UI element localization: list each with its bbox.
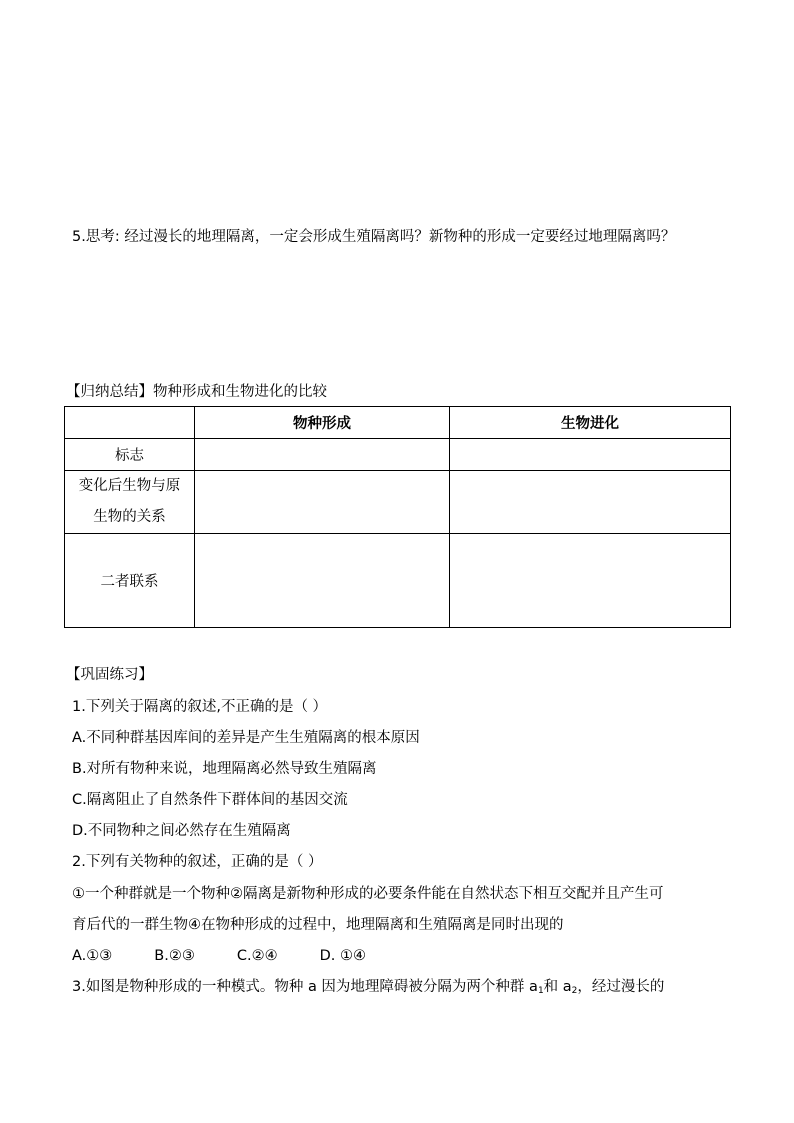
q1-option-d: D.不同物种之间必然存在生殖隔离	[72, 823, 291, 839]
subscript: 2	[571, 986, 578, 996]
q1-stem: 1.下列关于隔离的叙述,不正确的是（ ）	[72, 699, 328, 715]
q2-option-a: A.①③	[72, 948, 113, 964]
table-row	[65, 439, 731, 471]
table-cell	[195, 534, 450, 628]
table-cell	[450, 534, 731, 628]
q2-line-1: ①一个种群就是一个物种②隔离是新物种形成的必要条件能在自然状态下相互交配并且产生可	[72, 886, 664, 902]
q1-option-c: C.隔离阻止了自然条件下群体间的基因交流	[72, 792, 348, 808]
q3-text-part: 3.如图是物种形成的一种模式。物种 a 因为地理障碍被分隔为两个种群 a	[72, 979, 538, 995]
q1-option-b: B.对所有物种来说，地理隔离必然导致生殖隔离	[72, 761, 377, 777]
row-label-line: 生物的关系	[93, 509, 166, 525]
q2-option-b: B.②③	[154, 948, 195, 964]
q2-options	[72, 946, 366, 966]
practice-title: 【巩固练习】	[66, 667, 153, 683]
row-label-line: 变化后生物与原	[78, 478, 181, 494]
q2-option-d: D. ①④	[319, 948, 366, 964]
q2-line-2: 育后代的一群生物④在物种形成的过程中，地理隔离和生殖隔离是同时出现的	[72, 917, 564, 933]
table-cell	[195, 439, 450, 471]
table-row	[65, 534, 731, 628]
table-header-row	[65, 407, 731, 439]
q2-stem: 2.下列有关物种的叙述，正确的是（ ）	[72, 854, 323, 870]
table-header-cell: 生物进化	[450, 407, 731, 439]
q2-option-c: C.②④	[236, 948, 278, 964]
summary-title: 【归纳总结】物种形成和生物进化的比较	[66, 384, 327, 400]
subscript: 1	[537, 986, 544, 996]
comparison-table	[64, 406, 731, 628]
row-label: 标志	[65, 439, 195, 471]
table-cell	[450, 439, 731, 471]
table-header-cell: 物种形成	[195, 407, 450, 439]
question-5: 5.思考: 经过漫长的地理隔离，一定会形成生殖隔离吗？新物种的形成一定要经过地理隔离吗？	[72, 229, 676, 245]
row-label: 二者联系	[65, 534, 195, 628]
table-cell	[195, 471, 450, 534]
q1-option-a: A.不同种群基因库间的差异是产生生殖隔离的根本原因	[72, 730, 420, 746]
q3-stem	[72, 977, 664, 1001]
row-label	[65, 471, 195, 534]
table-header-cell	[65, 407, 195, 439]
q3-text-part: ，经过漫长的	[577, 979, 665, 995]
table-row	[65, 471, 731, 534]
q3-text-part: 和 a	[543, 979, 572, 995]
table-cell	[450, 471, 731, 534]
